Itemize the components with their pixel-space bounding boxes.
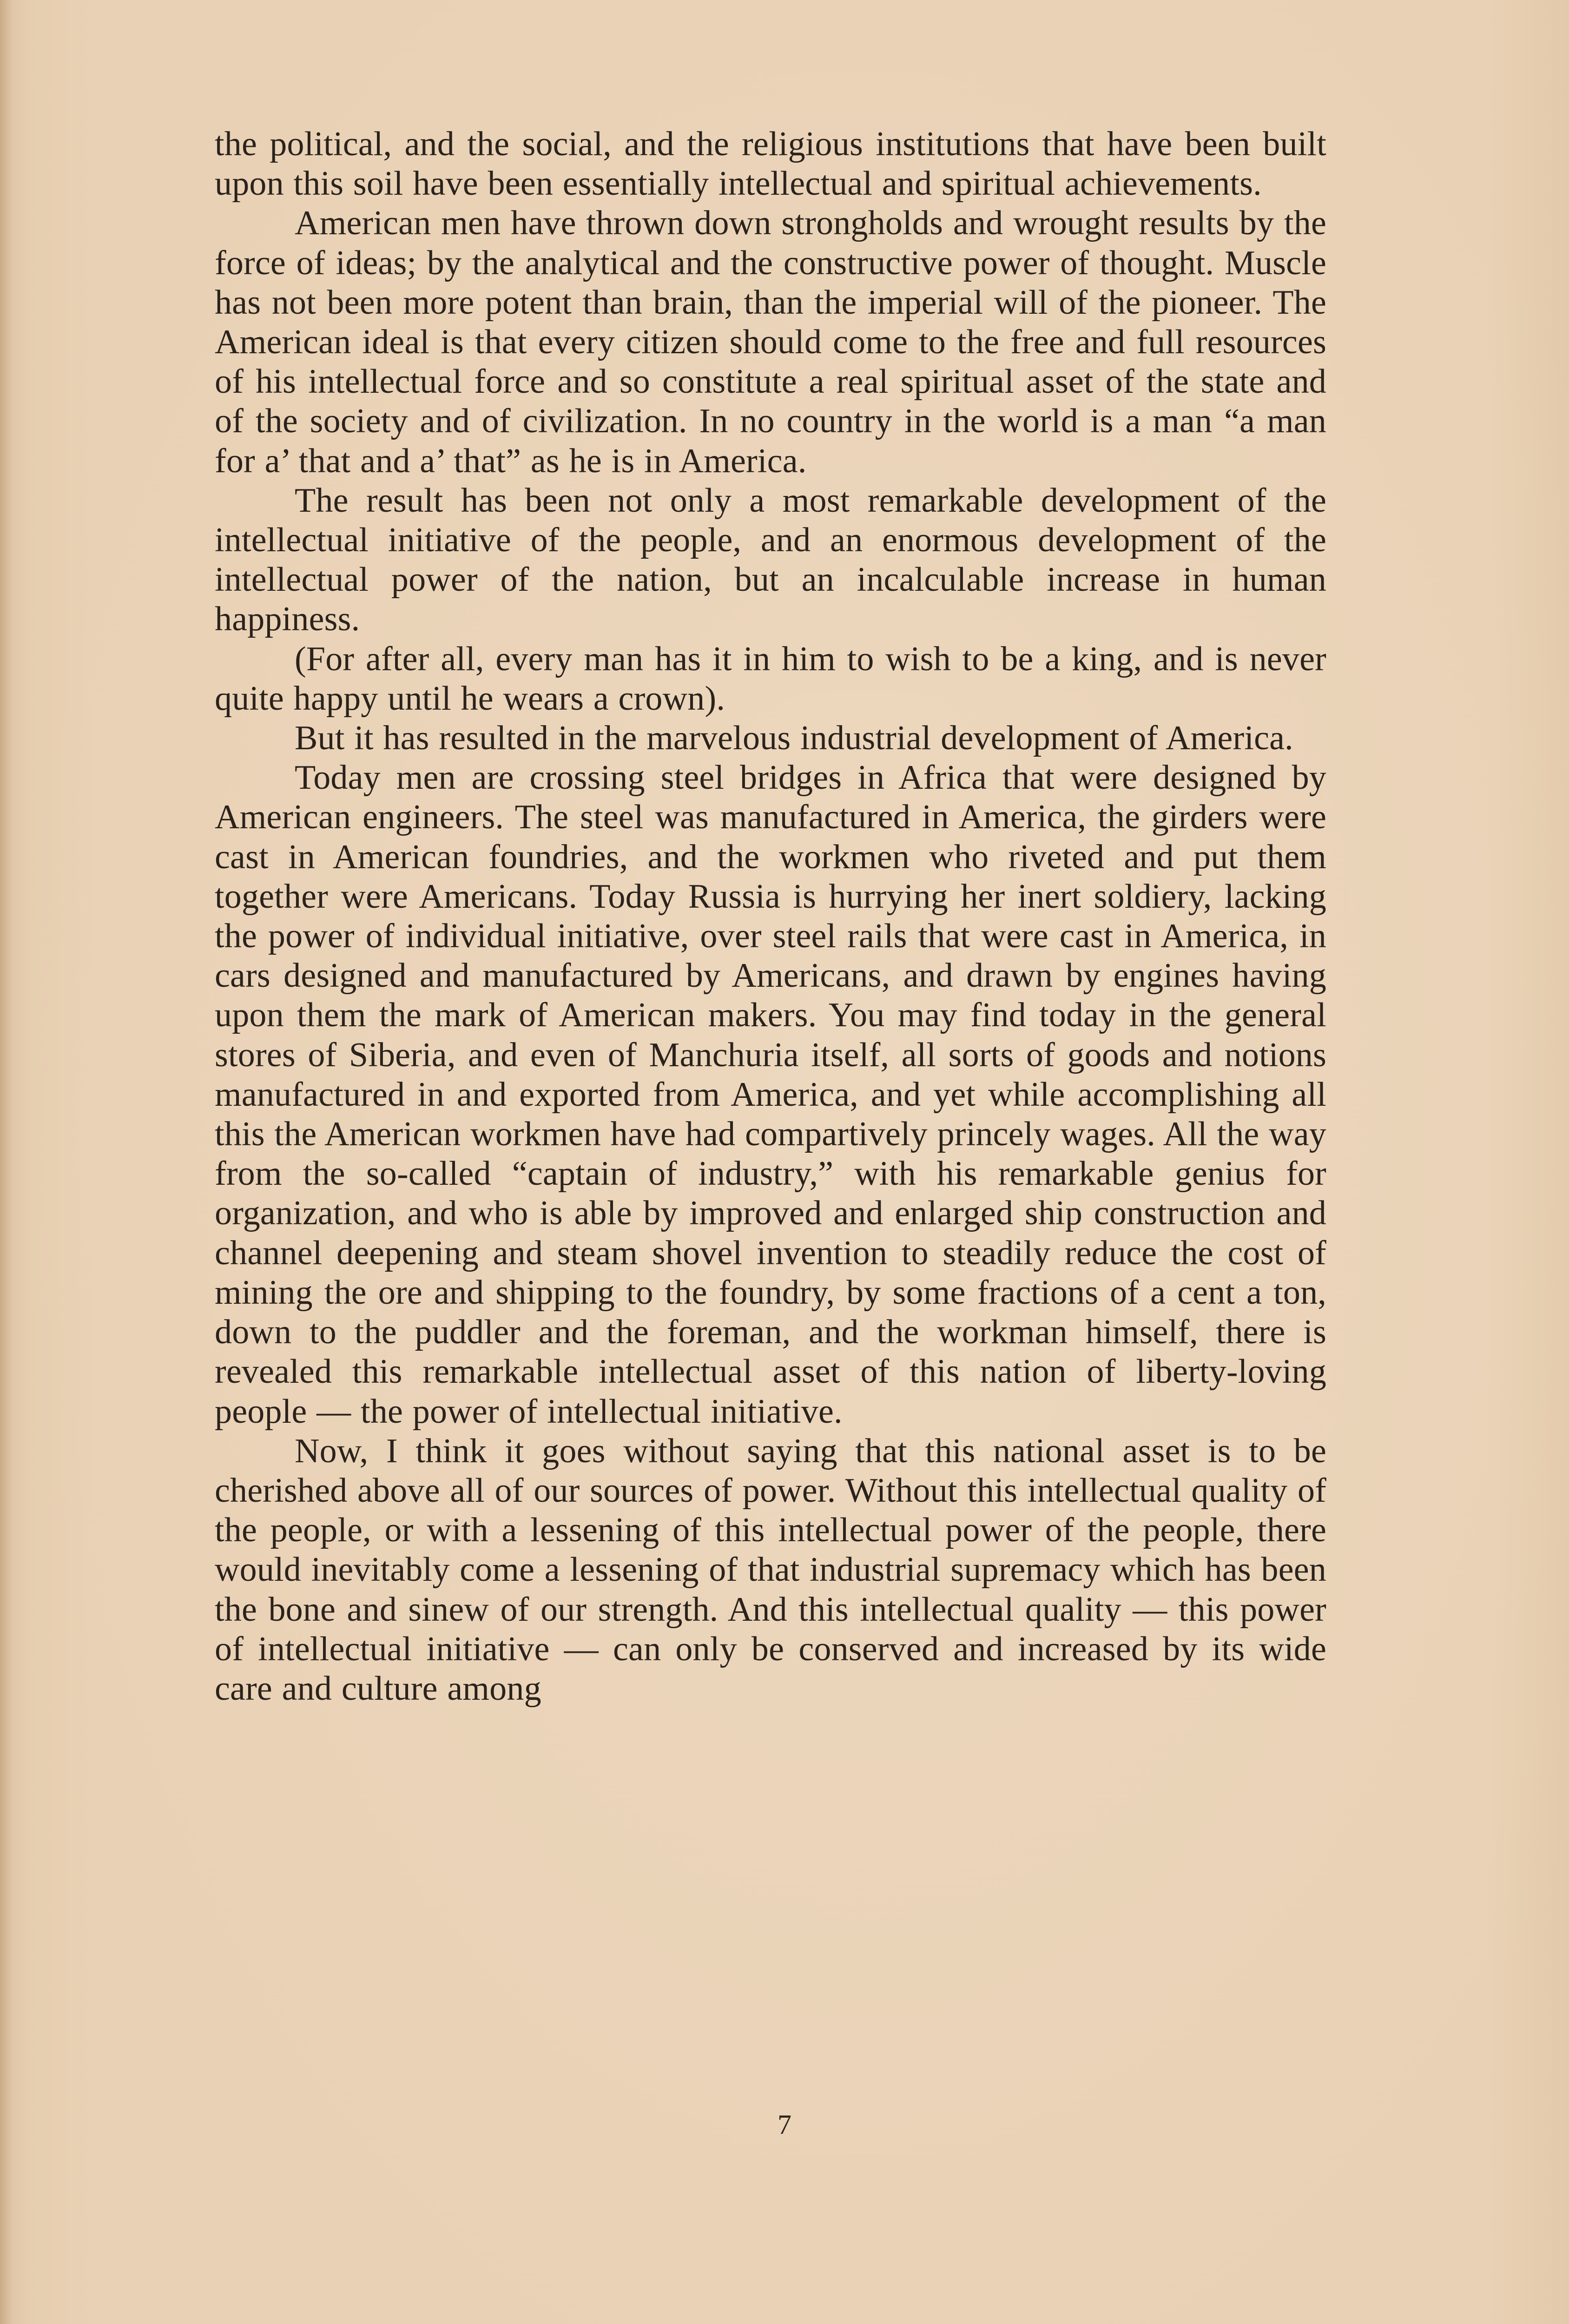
paragraph-3: The result has been not only a most remarkable development of the intellectual initiative of the people, and an enormous development of the intellectual power of the nation, but an incalculable increase in human happiness. xyxy=(215,481,1326,639)
body-text xyxy=(215,125,1326,1709)
paragraph-7: Now, I think it goes without saying that this national asset is to be cherished above all of our sources of power. Without this intellectual quality of the people, or with a lessening of this intellectual power of the people, there would inevitably come a lessening of that industrial supremacy which has been the bone and sinew of our strength. And this intellectual quality — this power of intellectual initiative — can only be conserved and increased by its wide care and culture among xyxy=(215,1432,1326,1708)
paragraph-4: (For after all, every man has it in him to wish to be a king, and is never quite happy until he wears a crown). xyxy=(215,640,1326,718)
paragraph-2: American men have thrown down strongholds and wrought results by the force of ideas; by the analytical and the constructive power of thought. Muscle has not been more potent than brain, than the imperial will of the pioneer. The American ideal is that every citizen should come to the free and full resources of his intellectual force and so constitute a real spiritual asset of the state and of the society and of civilization. In no country in the world is a man “a man for a’ that and a’ that” as he is in America. xyxy=(215,204,1326,480)
page-binding-edge xyxy=(0,0,12,2324)
paragraph-1: the political, and the social, and the religious institutions that have been built upon this soil have been essentially intellectual and spiritual achievements. xyxy=(215,125,1326,203)
paragraph-6: Today men are crossing steel bridges in Africa that were designed by American engineers. The steel was manufactured in America, the girders were cast in American foundries, and the workmen who riveted and put them together were Americans. Today Russia is hurrying her inert soldiery, lacking the power of individual initiative, over steel rails that were cast in America, in cars designed and manufactured by Americans, and drawn by engines having upon them the mark of American makers. You may find today in the general stores of Siberia, and even of Manchuria itself, all sorts of goods and notions manufactured in and exported from America, and yet while accomplishing all this the American workmen have had compartively princely wages. All the way from the so-called “captain of industry,” with his remarkable genius for organization, and who is able by improved and enlarged ship construction and channel deepening and steam shovel invention to steadily reduce the cost of mining the ore and shipping to the foundry, by some fractions of a cent a ton, down to the puddler and the foreman, and the workman himself, there is revealed this remarkable intellectual asset of this nation of liberty-loving people — the power of intellectual initiative. xyxy=(215,759,1326,1431)
paragraph-5: But it has resulted in the marvelous industrial development of America. xyxy=(295,719,1293,758)
page-number: 7 xyxy=(778,2109,791,2140)
